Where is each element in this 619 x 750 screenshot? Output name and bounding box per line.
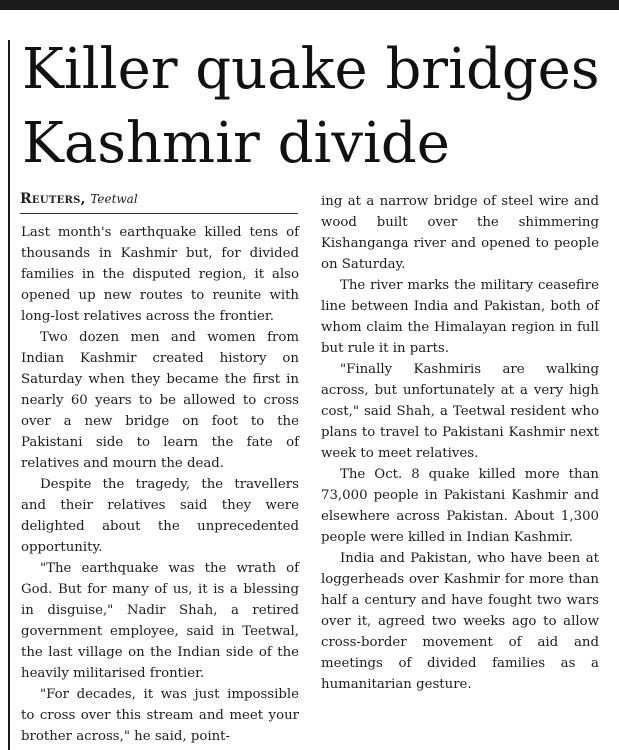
headline xyxy=(22,33,614,181)
paragraph: "The earthquake was the wrath of God. But for many of us, it is a blessing in disguise," Nadir Shah, a retired government employee, said in Teetwal, the last village on the Indian side of the heavily militarised frontier. xyxy=(21,561,299,681)
paragraph: The river marks the military ceasefire line between India and Pakistan, both of whom claim the Himalayan region in full but rule it in parts. xyxy=(321,278,599,356)
paragraph: Last month's earthquake killed tens of thousands in Kashmir but, for divided families in the disputed region, it also opened up new routes to reunite with long-lost relatives across the frontier. xyxy=(21,225,299,324)
paragraph: "For decades, it was just impossible to cross over this stream and meet your brother across," he said, point- xyxy=(21,687,299,744)
headline-line-2: Kashmir divide xyxy=(22,111,450,176)
left-column-rule xyxy=(8,40,10,750)
paragraph: The Oct. 8 quake killed more than 73,000 people in Pakistani Kashmir and elsewhere across Pakistan. About 1,300 people were killed in Indian Kashmir. xyxy=(321,467,599,545)
paragraph: "Finally Kashmiris are walking across, but unfortunately at a very high cost," said Shah, a Teetwal resident who plans to travel to Pakistani Kashmir next week to meet relatives. xyxy=(321,362,599,461)
article-column-left xyxy=(21,222,299,747)
headline-line-1: Killer quake bridges xyxy=(22,37,600,102)
byline-dateline: Teetwal xyxy=(90,192,138,206)
paragraph: ing at a narrow bridge of steel wire and wood built over the shimmering Kishanganga river and opened to people on Saturday. xyxy=(321,194,599,272)
paragraph: India and Pakistan, who have been at loggerheads over Kashmir for more than half a century and have fought two wars over it, agreed two weeks ago to allow cross-border movement of aid and meetings of divided families as a humanitarian gesture. xyxy=(321,551,599,692)
byline xyxy=(20,190,138,208)
paragraph: Despite the tragedy, the travellers and their relatives said they were delighted about the unprecedented opportunity. xyxy=(21,477,299,555)
paragraph: Two dozen men and women from Indian Kashmir created history on Saturday when they became the first in nearly 60 years to be allowed to cross over a new bridge on foot to the Pakistani side to learn the fate of relatives and mourn the dead. xyxy=(21,330,299,471)
byline-agency: Reuters, xyxy=(20,191,86,207)
article-column-right xyxy=(321,191,599,695)
byline-rule xyxy=(20,213,298,214)
top-rule xyxy=(0,0,619,10)
